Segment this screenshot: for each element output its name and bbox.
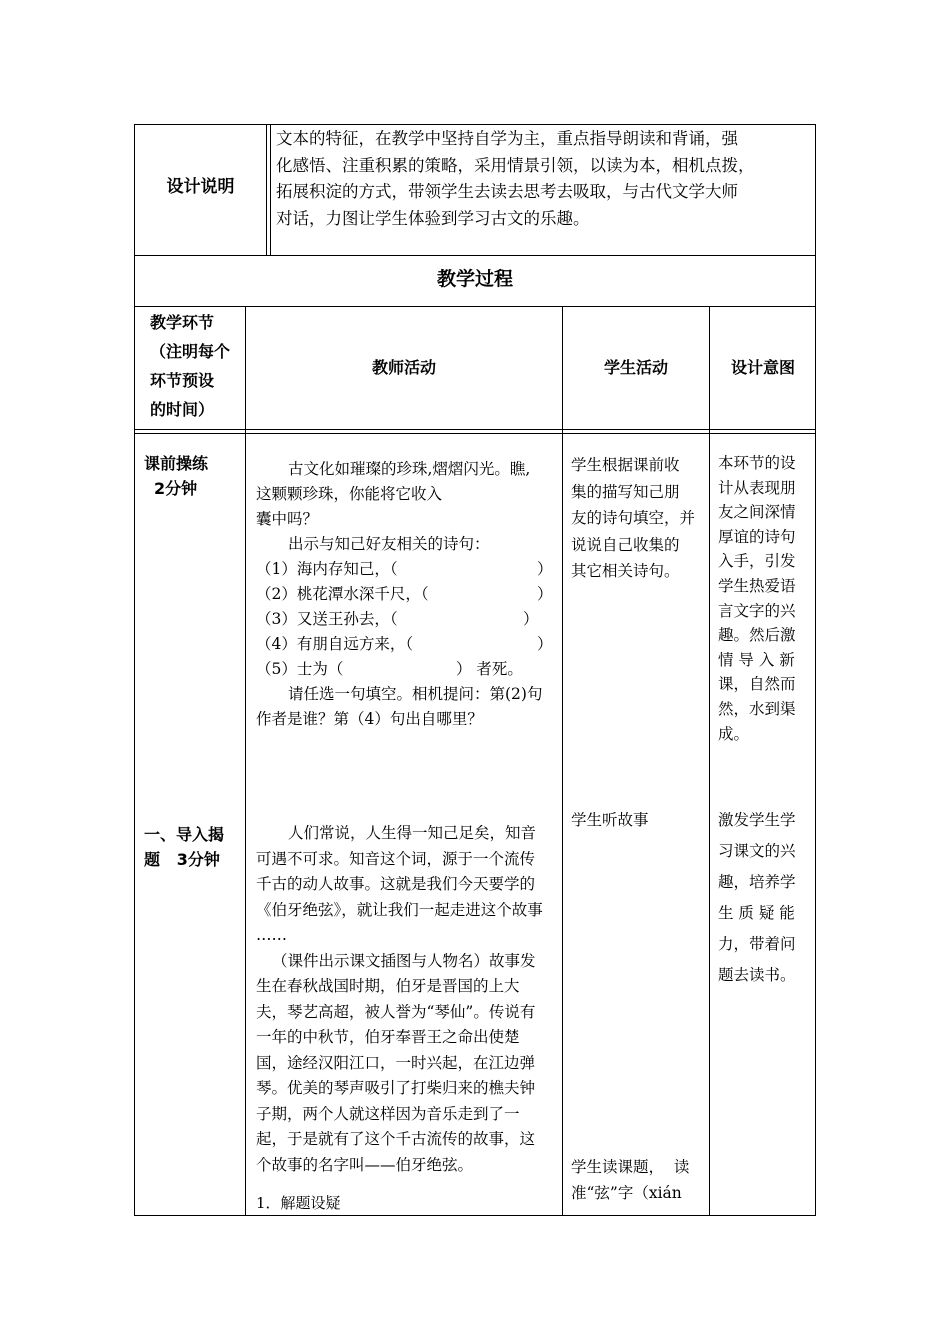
poem-close: ） — [537, 635, 553, 653]
poem-text: （2）桃花潭水深千尺，（ — [256, 585, 429, 603]
poem-close: ） 者死。 — [456, 660, 523, 678]
design-text — [276, 126, 812, 232]
warmup-intent-line: 成。 — [718, 724, 750, 743]
poem-close: ） — [537, 585, 553, 603]
intro-student-read — [571, 1154, 708, 1206]
header-teacher: 教师活动 — [371, 358, 436, 377]
design-line: 拓展积淀的方式，带领学生去读去思考去吸取，与古代文学大师 — [276, 182, 738, 201]
warmup-student-line: 其它相关诗句。 — [571, 562, 680, 580]
warmup-intent-line: 计从表现朋 — [718, 478, 796, 497]
intro-p2-line: 子期，两个人就这样因为音乐走到了一 — [256, 1104, 520, 1123]
intro-p2-line: 国，途经汉阳江口，一时兴起，在江边弹 — [256, 1053, 536, 1072]
warmup-outro-line: 作者是谁？第（4）句出自哪里？ — [256, 710, 483, 728]
intro-p2-line: 琴。优美的琴声吸引了打柴归来的樵夫钟 — [256, 1079, 536, 1097]
intro-stage-time: 题 3分钟 — [144, 850, 220, 869]
warmup-poem-prompt: 出示与知己好友相关的诗句： — [288, 535, 490, 553]
intro-p1-line: 《伯牙绝弦》，就让我们一起走进这个故事 — [256, 900, 543, 919]
header-stage — [150, 308, 245, 424]
intro-p1-line: 千古的动人故事。这就是我们今天要学的 — [256, 875, 536, 893]
warmup-intent-line: 入手，引发 — [718, 552, 796, 571]
intro-intent-line: 力，带着问 — [718, 935, 796, 953]
header-stage-line: 的时间） — [150, 400, 215, 419]
intro-intent-line: 习课文的兴 — [718, 842, 796, 860]
column-divider-stage — [245, 306, 246, 1216]
warmup-stage-title: 课前操练 — [144, 454, 209, 473]
warmup-intro-line: 囊中吗？ — [256, 510, 319, 528]
warmup-intro-line: 这颗颗珍珠，你能将它收入 — [256, 485, 443, 503]
poem-text: （5）士为（ — [256, 660, 344, 678]
design-line: 对话，力图让学生体验到学习古文的乐趣。 — [276, 208, 590, 228]
poem-item — [256, 582, 556, 607]
warmup-student-line: 集的描写知己朋 — [571, 482, 680, 501]
design-line: 化感悟、注重积累的策略，采用情景引领，以读为本，相机点拨， — [276, 155, 755, 175]
intro-p2-line: 起，于是就有了这个千古流传的故事，这 — [256, 1130, 536, 1148]
warmup-intent-line: 言文字的兴 — [718, 601, 796, 620]
header-stage-line: 环节预设 — [150, 371, 215, 390]
header-student: 学生活动 — [603, 358, 668, 377]
warmup-outro-line: 请任选一句填空。相机提问：第(2)句 — [288, 685, 543, 703]
poem-item — [256, 632, 556, 657]
intro-intent-line: 趣，培养学 — [718, 873, 796, 891]
intro-p1-line: 人们常说，人生得一知己足矣，知音 — [288, 824, 537, 842]
warmup-intent-line: 本环节的设 — [718, 454, 796, 472]
warmup-student — [571, 452, 706, 585]
warmup-intent-line: 厚谊的诗句 — [718, 527, 796, 546]
warmup-intent-line: 情 导 入 新 — [718, 650, 795, 669]
warmup-intent — [718, 451, 812, 746]
warmup-intent-line: 友之间深情 — [718, 503, 796, 522]
warmup-intent-line: 然，水到渠 — [718, 699, 796, 718]
intro-intent-line: 题去读书。 — [718, 966, 796, 984]
header-divider-outer — [134, 429, 816, 430]
design-label: 设计说明 — [166, 177, 235, 197]
intro-p2-line: 生在春秋战国时期，伯牙是晋国的上大 — [256, 977, 520, 995]
poem-item — [256, 607, 556, 632]
intro-p1-line: …… — [256, 926, 287, 944]
intro-p2-line: 个故事的名字叫——伯牙绝弦。 — [256, 1155, 474, 1174]
warmup-stage — [144, 451, 244, 501]
intro-stage — [144, 822, 244, 872]
intro-student-read-line: 学生读课题， 读 — [571, 1158, 690, 1176]
intro-teacher — [256, 821, 556, 1178]
warmup-intent-line: 课，自然而 — [718, 675, 796, 694]
column-divider-teacher — [562, 306, 563, 1216]
design-divider-outer — [266, 124, 267, 256]
intro-p2-line: 夫，琴艺高超，被人誉为“琴仙”。传说有 — [256, 1002, 536, 1021]
poem-item — [256, 657, 556, 682]
process-title: 教学过程 — [436, 268, 513, 290]
intro-intent-line: 激发学生学 — [718, 811, 796, 829]
poem-text: （4）有朋自远方来，（ — [256, 635, 414, 653]
poem-close: ） — [537, 560, 553, 578]
intro-intent — [718, 805, 812, 991]
intro-p1-line: 可遇不可求。知音这个词，源于一个流传 — [256, 849, 536, 868]
warmup-teacher — [256, 457, 556, 732]
intro-stage-title: 一、导入揭 — [144, 825, 225, 844]
intro-p2-line: （课件出示课文插图与人物名）故事发 — [272, 951, 536, 970]
poem-text: （1）海内存知己，（ — [256, 560, 398, 578]
header-intent: 设计意图 — [730, 358, 795, 377]
intro-student-read-line: 准“弦”字（xián — [571, 1184, 682, 1202]
warmup-intent-line: 学生热爱语 — [718, 576, 796, 595]
intro-student-story: 学生听故事 — [571, 811, 649, 829]
warmup-student-line: 说说自己收集的 — [571, 535, 680, 554]
warmup-student-line: 友的诗句填空，并 — [571, 509, 696, 527]
intro-intent-line: 生 质 疑 能 — [718, 904, 795, 922]
poem-close: ） — [523, 610, 539, 628]
design-divider-inner — [270, 124, 271, 256]
warmup-stage-time: 2分钟 — [154, 479, 198, 498]
intro-teacher-step: 1．解题设疑 — [256, 1194, 341, 1212]
intro-p2-line: 一年的中秋节，伯牙奉晋王之命出使楚 — [256, 1028, 520, 1046]
design-line: 文本的特征，在教学中坚持自学为主，重点指导朗读和背诵，强 — [276, 129, 738, 148]
warmup-intro-line: 古文化如璀璨的珍珠,熠熠闪光。瞧, — [288, 460, 531, 478]
poem-text: （3）又送王孙去，（ — [256, 610, 398, 628]
column-divider-student — [709, 306, 710, 1216]
warmup-intent-line: 趣。然后激 — [718, 626, 796, 645]
warmup-student-line: 学生根据课前收 — [571, 456, 680, 474]
header-stage-line: （注明每个 — [150, 342, 231, 361]
header-stage-line: 教学环节 — [150, 313, 215, 332]
poem-item — [256, 557, 556, 582]
header-divider-inner — [134, 433, 816, 434]
